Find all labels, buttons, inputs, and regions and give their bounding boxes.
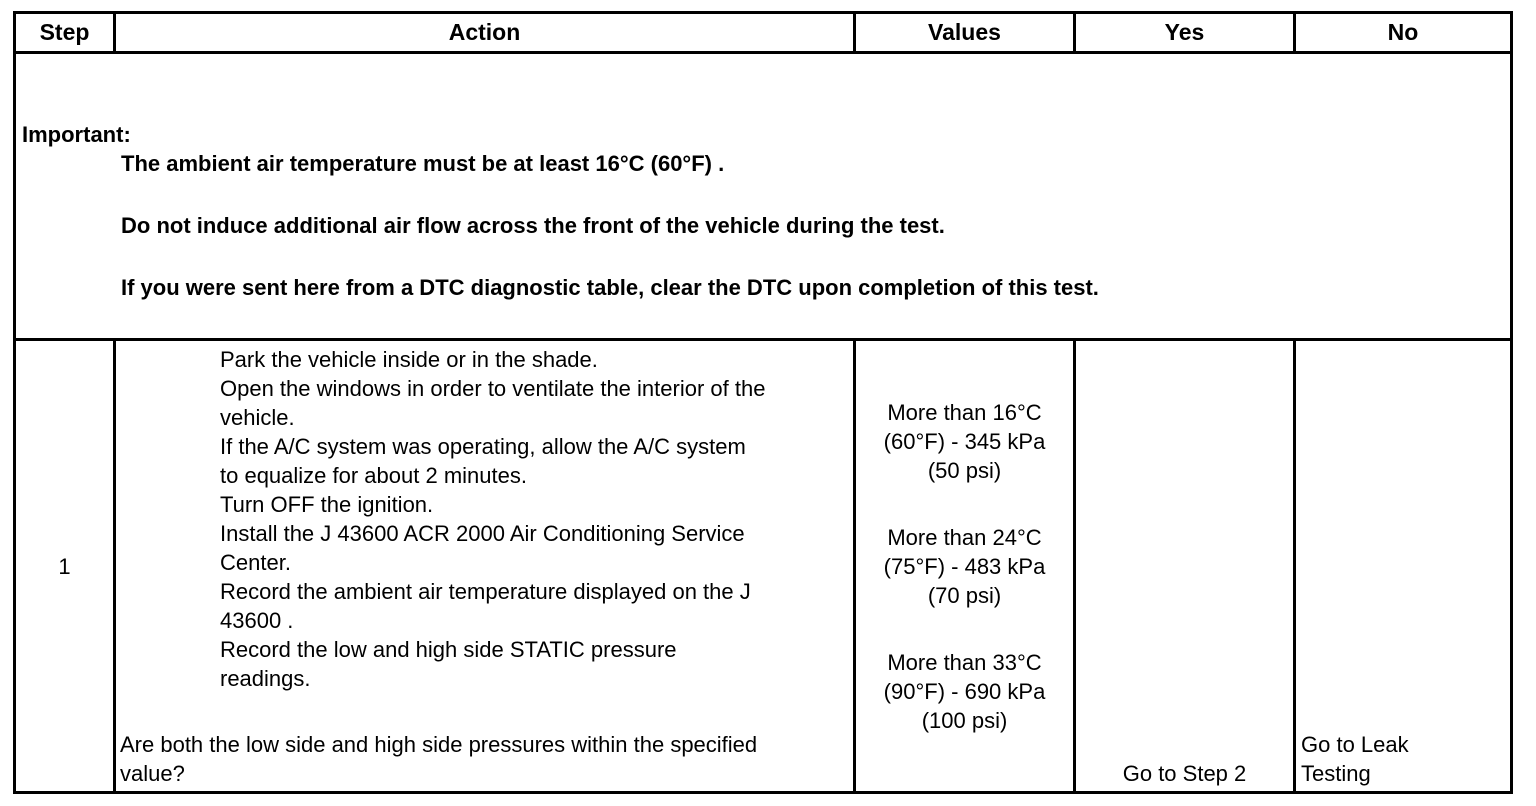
yes-cell bbox=[1073, 338, 1296, 794]
step-cell bbox=[13, 338, 116, 794]
action-line: Center. bbox=[220, 550, 291, 575]
value-line: (60°F) - 345 kPa bbox=[883, 429, 1046, 454]
important-row bbox=[13, 51, 1513, 341]
question-line: Are both the low side and high side pressures within the specified bbox=[120, 732, 758, 757]
no-link-line[interactable]: Testing bbox=[1301, 761, 1371, 786]
value-line: More than 33°C bbox=[887, 650, 1042, 675]
action-line: 43600 . bbox=[220, 608, 294, 633]
diagnostic-table bbox=[13, 11, 1513, 794]
value-line: (50 psi) bbox=[927, 458, 1002, 483]
action-line: readings. bbox=[220, 666, 311, 691]
header-no bbox=[1293, 11, 1513, 54]
action-steps bbox=[220, 345, 765, 693]
header-yes-label: Yes bbox=[1164, 19, 1205, 45]
value-line: More than 16°C bbox=[887, 400, 1042, 425]
action-line: Park the vehicle inside or in the shade. bbox=[220, 347, 598, 372]
value-line: More than 24°C bbox=[887, 525, 1042, 550]
action-line: Install the J 43600 ACR 2000 Air Conditioning Service bbox=[220, 521, 745, 546]
header-no-label: No bbox=[1387, 19, 1419, 45]
header-step-label: Step bbox=[39, 19, 90, 45]
action-line: to equalize for about 2 minutes. bbox=[220, 463, 527, 488]
header-action bbox=[113, 11, 856, 54]
no-link-line[interactable]: Go to Leak bbox=[1301, 732, 1409, 757]
important-label: Important: bbox=[22, 122, 131, 147]
action-line: Record the ambient air temperature displayed on the J bbox=[220, 579, 751, 604]
question-line: value? bbox=[120, 761, 185, 786]
important-note: Do not induce additional air flow across the front of the vehicle during the test. bbox=[121, 213, 945, 238]
values-cell bbox=[853, 338, 1076, 794]
yes-link[interactable]: Go to Step 2 bbox=[1122, 761, 1247, 786]
important-note: The ambient air temperature must be at least 16°C (60°F) . bbox=[121, 151, 725, 176]
action-cell bbox=[113, 338, 856, 794]
value-line: (70 psi) bbox=[927, 583, 1002, 608]
important-note: If you were sent here from a DTC diagnostic table, clear the DTC upon completion of this test. bbox=[121, 275, 1099, 300]
action-line: If the A/C system was operating, allow the A/C system bbox=[220, 434, 746, 459]
action-line: vehicle. bbox=[220, 405, 295, 430]
header-step bbox=[13, 11, 116, 54]
action-line: Record the low and high side STATIC pressure bbox=[220, 637, 677, 662]
action-line: Turn OFF the ignition. bbox=[220, 492, 434, 517]
no-cell bbox=[1293, 338, 1513, 794]
step-number: 1 bbox=[58, 554, 71, 579]
value-line: (75°F) - 483 kPa bbox=[883, 554, 1046, 579]
header-values-label: Values bbox=[928, 19, 1001, 45]
action-line: Open the windows in order to ventilate the interior of the bbox=[220, 376, 766, 401]
header-yes bbox=[1073, 11, 1296, 54]
header-values bbox=[853, 11, 1076, 54]
value-line: (100 psi) bbox=[921, 708, 1008, 733]
value-line: (90°F) - 690 kPa bbox=[883, 679, 1046, 704]
header-action-label: Action bbox=[448, 19, 521, 45]
